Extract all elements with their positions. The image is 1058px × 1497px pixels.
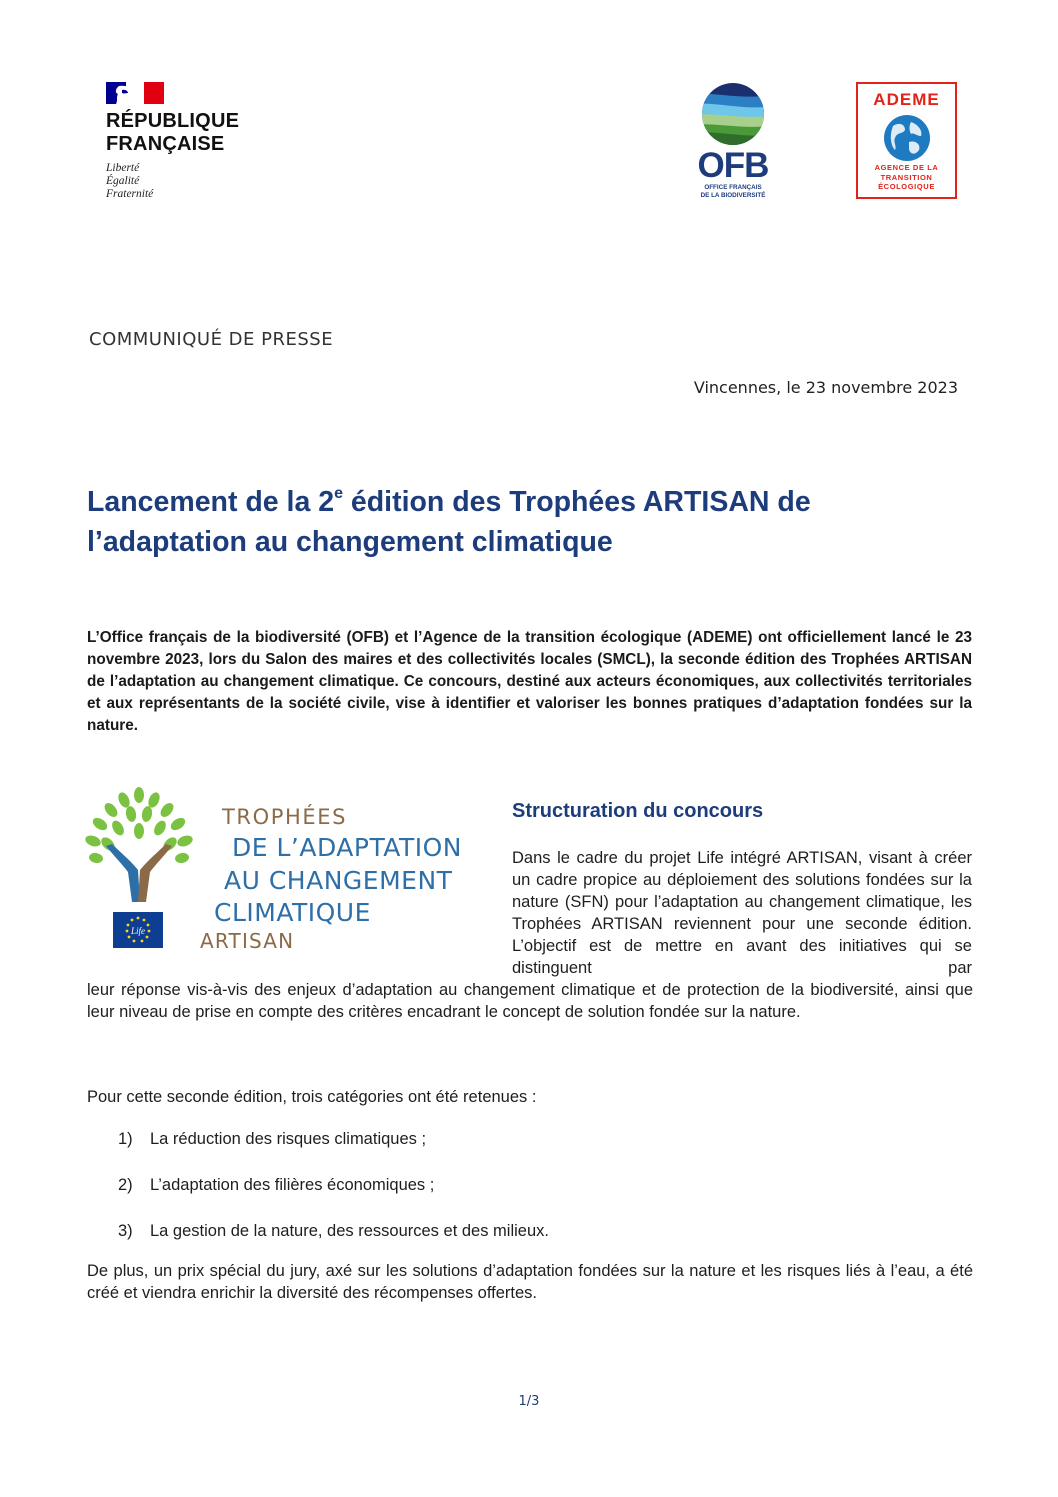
ofb-circle-icon xyxy=(683,82,783,148)
page-number: 1/3 xyxy=(518,1394,540,1409)
ademe-subtitle-line2: TRANSITION xyxy=(880,172,933,182)
rf-name xyxy=(106,110,256,156)
title-superscript: e xyxy=(334,484,343,502)
list-item-number: 2) xyxy=(118,1176,133,1194)
ademe-name: ADEME xyxy=(873,90,940,109)
trophies-line3: AU CHANGEMENT xyxy=(224,866,453,895)
ademe-logo xyxy=(856,82,957,199)
ademe-subtitle-line1: AGENCE DE LA xyxy=(874,163,939,172)
ofb-subtitle-line1: OFFICE FRANÇAIS xyxy=(704,184,762,191)
trophies-line2: DE L’ADAPTATION xyxy=(232,833,462,862)
categories-intro: Pour cette seconde édition, trois catégories ont été retenues : xyxy=(87,1088,537,1106)
marianne-flag-icon xyxy=(106,82,164,104)
rf-motto xyxy=(106,162,256,201)
republique-francaise-logo xyxy=(106,82,256,207)
rf-motto-liberte: Liberté xyxy=(106,162,140,174)
list-item-label: L’adaptation des filières économiques ; xyxy=(150,1176,435,1194)
ofb-letters: OFB xyxy=(697,146,769,185)
ademe-subtitle-line3: ÉCOLOGIQUE xyxy=(878,182,935,191)
rf-motto-egalite: Égalité xyxy=(106,175,140,187)
rf-name-line2: FRANÇAISE xyxy=(106,133,225,155)
rf-motto-fraternite: Fraternité xyxy=(106,188,154,200)
section-title: Structuration du concours xyxy=(512,800,764,822)
list-item xyxy=(118,1128,549,1150)
title-part2: édition des Trophées ARTISAN de l’adaptation au changement climatique xyxy=(87,486,811,558)
page-title xyxy=(87,482,967,562)
section-intro: Dans le cadre du projet Life intégré ARTISAN, visant à créer un cadre propice au déploiement des solutions fondées sur la nature (SFN) pour l’adaptation au changement climatique, les Trophées ARTISAN reviennent pour une seconde édition. L’objectif est de mettre en avant des initiatives qui se distinguent par xyxy=(512,849,972,977)
title-part1: Lancement de la 2 xyxy=(87,486,335,518)
ofb-logo xyxy=(683,82,783,202)
section-intro-continued: leur réponse vis-à-vis des enjeux d’adaptation au changement climatique et de protection de la biodiversité, ainsi que leur niveau de prise en compte des critères encadrant le concept de solution fondée sur la nature. xyxy=(87,981,973,1021)
lead-paragraph: L’Office français de la biodiversité (OFB) et l’Agence de la transition écologique (ADEME) ont officiellement lancé le 23 novembre 2023, lors du Salon des maires et des collectivités locales (SMCL), la seconde édition des Trophées ARTISAN de l’adaptation au changement climatique. Ce concours, destiné aux acteurs économiques, aux collectivités territoriales et aux représentants de la société civile, vise à identifier et valoriser les bonnes pratiques d’adaptation fondées sur la nature. xyxy=(87,629,972,734)
ademe-subtitle xyxy=(858,163,955,192)
special-prize-paragraph: De plus, un prix spécial du jury, axé sur les solutions d’adaptation fondées sur la nature et les risques liés à l’eau, a été créé et viendra enrichir la diversité des récompenses offertes. xyxy=(87,1262,973,1302)
globe-icon xyxy=(883,114,931,162)
trophies-line1: TROPHÉES xyxy=(222,805,348,829)
categories-list xyxy=(118,1128,549,1266)
ofb-subtitle-line2: DE LA BIODIVERSITÉ xyxy=(700,192,766,199)
list-item-number: 1) xyxy=(118,1130,133,1148)
list-item-label: La gestion de la nature, des ressources et des milieux. xyxy=(150,1222,549,1240)
document-date: Vincennes, le 23 novembre 2023 xyxy=(693,378,958,397)
eu-badge-text: Life xyxy=(130,926,146,936)
ofb-subtitle xyxy=(683,184,783,200)
list-item xyxy=(118,1220,549,1242)
trophies-line4: CLIMATIQUE xyxy=(214,898,371,927)
list-item-label: La réduction des risques climatiques ; xyxy=(150,1130,427,1148)
tree-hands-icon xyxy=(84,786,194,908)
trophies-line5: ARTISAN xyxy=(200,929,295,953)
list-item xyxy=(118,1174,549,1196)
eu-life-badge-icon xyxy=(113,912,163,948)
rf-name-line1: RÉPUBLIQUE xyxy=(106,110,240,132)
document-type: COMMUNIQUÉ DE PRESSE xyxy=(89,328,334,350)
trophies-wordmark xyxy=(200,805,500,955)
list-item-number: 3) xyxy=(118,1222,133,1240)
